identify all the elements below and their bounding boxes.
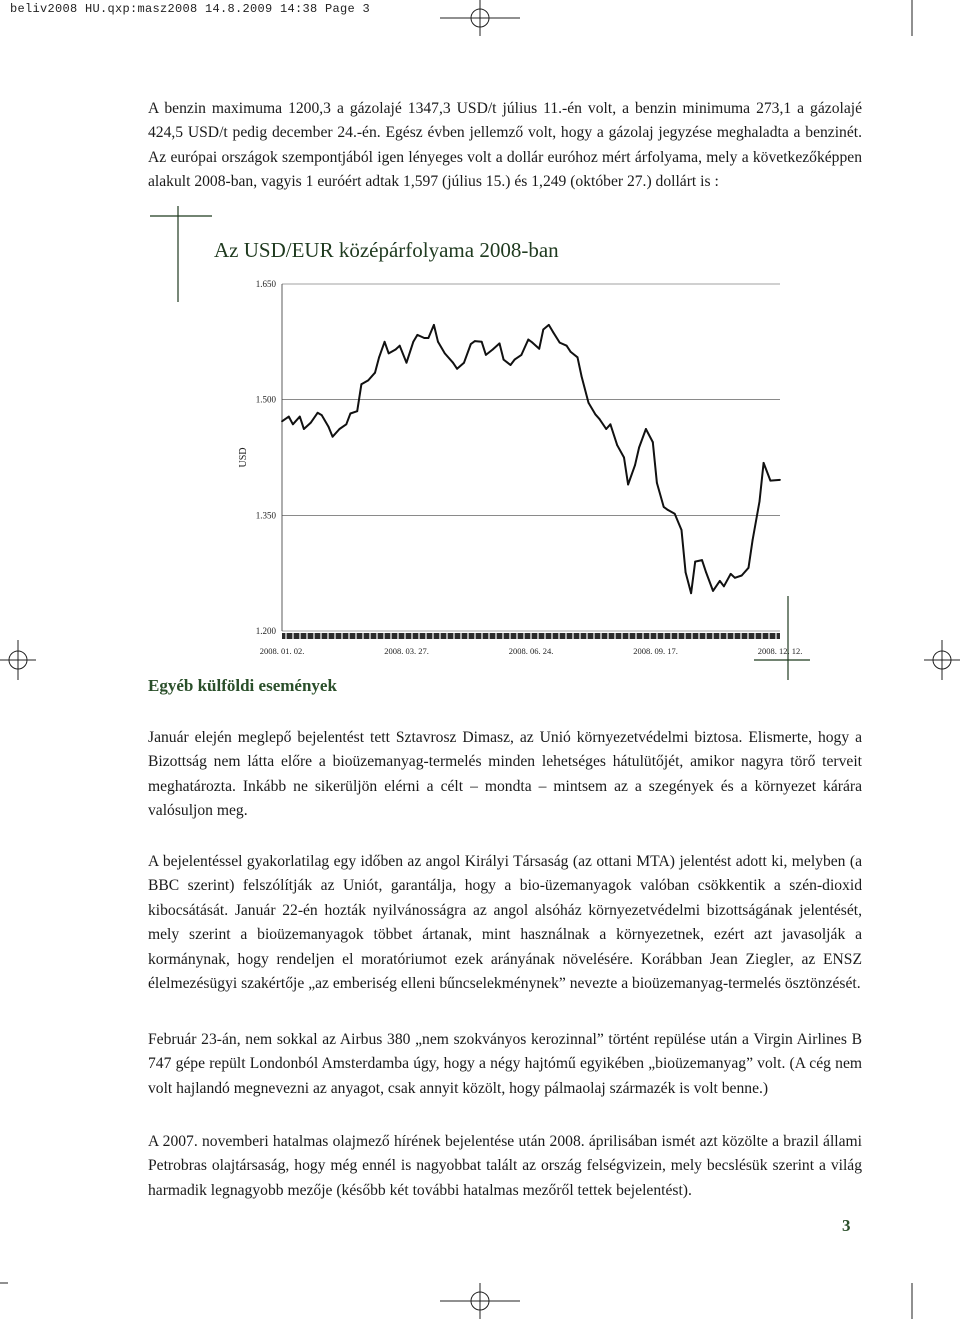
rate-point bbox=[503, 359, 505, 361]
rate-point bbox=[374, 372, 376, 374]
rate-point bbox=[433, 324, 435, 326]
paragraph-petrobras: A 2007. novemberi hatalmas olajmező hírének bejelentése után 2008. áprilisában ismét azt közölte a brazil állami Petrobras olajtársaság, hogy még ennél is nagyobbat talált az ország felségvizein, mely becslésük szerint a világ harmadik legnagyobb mezője (később két további hatalmas mezőről tettek bejelentést). bbox=[148, 1133, 862, 1199]
rate-point bbox=[444, 353, 446, 355]
usd-eur-rate-line bbox=[282, 325, 780, 593]
rate-point bbox=[712, 590, 714, 592]
rate-point bbox=[734, 577, 736, 579]
rate-point bbox=[388, 353, 390, 355]
rate-point bbox=[527, 339, 529, 341]
rate-point bbox=[752, 539, 754, 541]
rate-point bbox=[730, 573, 732, 575]
rate-point bbox=[463, 362, 465, 364]
rate-point bbox=[538, 348, 540, 350]
rate-point bbox=[581, 376, 583, 378]
rate-point bbox=[719, 580, 721, 582]
rate-point bbox=[674, 513, 676, 515]
rate-point bbox=[681, 529, 683, 531]
y-tick-label: 1.650 bbox=[255, 279, 276, 289]
rate-point bbox=[599, 418, 601, 420]
rate-point bbox=[499, 343, 501, 345]
y-tick-label: 1.500 bbox=[255, 394, 276, 405]
rate-point bbox=[701, 559, 703, 561]
rate-point bbox=[645, 428, 647, 430]
rate-point bbox=[667, 509, 669, 511]
rate-point bbox=[417, 334, 419, 336]
rate-point bbox=[395, 349, 397, 351]
x-tick-label: 2008. 12. 12. bbox=[757, 646, 803, 656]
rate-point bbox=[616, 444, 618, 446]
rate-point bbox=[481, 341, 483, 343]
rate-point bbox=[406, 362, 408, 364]
paragraph-royal-society: A bejelentéssel gyakorlatilag egy időben az angol Királyi Társaság (az ottani MTA) jelentést adott ki, melyben (a BBC szerint) felszólítják az Uniót, garantálja, hogy a bio-üzemanyagok valóban csökkentik a szén-dioxid kibocsátását. Január 22-én hozták nyilvánosságra az angol alsóház környezetvédelmi bizottságának jelentését, mely szerint a bioüzemanyagok többet ártanak, mint használnak a környezetnek, ezért azt javasolják a kormánynak, hogy rendeljen el moratóriumot ezek arányának növelésére. Korábban Jean Ziegler, az ENSZ élelmezésügyi szakértője „az emberiség elleni bűncselekménynek” nevezte a bioüzemanyag-termelés ösztönzését. bbox=[148, 853, 862, 993]
rate-point bbox=[339, 428, 341, 430]
page-number: 3 bbox=[842, 1216, 851, 1235]
rate-point bbox=[299, 416, 301, 418]
rate-point bbox=[474, 340, 476, 342]
rate-point bbox=[452, 362, 454, 364]
rate-point bbox=[694, 561, 696, 563]
rate-point bbox=[566, 345, 568, 347]
rate-point bbox=[663, 506, 665, 508]
chart-title: Az USD/EUR középárfolyama 2008-ban bbox=[214, 238, 559, 262]
rate-point bbox=[548, 324, 550, 326]
rate-point bbox=[303, 428, 305, 430]
rate-point bbox=[577, 356, 579, 358]
rate-point bbox=[748, 567, 750, 569]
x-tick-label: 2008. 09. 17. bbox=[633, 646, 678, 656]
rate-point bbox=[705, 572, 707, 574]
y-tick-label: 1.200 bbox=[255, 626, 276, 636]
rate-point bbox=[532, 342, 534, 344]
rate-point bbox=[514, 359, 516, 361]
rate-point bbox=[570, 351, 572, 353]
rate-point bbox=[437, 341, 439, 343]
rate-point bbox=[492, 349, 494, 351]
rate-point bbox=[542, 329, 544, 331]
rate-point bbox=[428, 337, 430, 339]
rate-point bbox=[552, 331, 554, 333]
rate-point bbox=[610, 423, 612, 425]
rate-point bbox=[559, 342, 561, 344]
x-tick-label: 2008. 06. 24. bbox=[508, 646, 554, 656]
rate-point bbox=[485, 354, 487, 356]
rate-point bbox=[594, 413, 596, 415]
rate-point bbox=[399, 345, 401, 347]
rate-point bbox=[328, 426, 330, 428]
rate-point bbox=[384, 341, 386, 343]
rate-point bbox=[345, 423, 347, 425]
rate-point bbox=[770, 480, 772, 482]
rate-point bbox=[588, 402, 590, 404]
rate-point bbox=[638, 447, 640, 449]
rate-point bbox=[627, 484, 629, 486]
rate-point bbox=[510, 364, 512, 366]
rate-point bbox=[685, 572, 687, 574]
rate-point bbox=[763, 462, 765, 464]
rate-point bbox=[690, 592, 692, 594]
rate-point bbox=[288, 416, 290, 418]
y-tick-label: 1.350 bbox=[255, 510, 276, 521]
rate-point bbox=[634, 464, 636, 466]
rate-point bbox=[367, 380, 369, 382]
rate-point bbox=[423, 337, 425, 339]
rate-point bbox=[310, 422, 312, 424]
rate-point bbox=[412, 341, 414, 343]
rate-point bbox=[623, 457, 625, 459]
rate-point bbox=[350, 413, 352, 415]
section-heading: Egyéb külföldi események bbox=[148, 676, 337, 695]
rate-point bbox=[723, 585, 725, 587]
rate-point bbox=[378, 356, 380, 358]
paragraph-virgin-airlines: Február 23-án, nem sokkal az Airbus 380 „nem szokványos kerozinnal” történt repülése után a Virgin Airlines B 747 gépe repült Londonból Amsterdamba úgy, hogy a négy hajtómű egyikében „bioüzemanyag” volt. (A cég nem volt hajlandó megnevezni az anyagot, csak annyit közölt, hogy pálmaolaj származék is volt benne.) bbox=[148, 1031, 862, 1097]
rate-point bbox=[759, 501, 761, 503]
print-slug-line: beliv2008 HU.qxp:masz2008 14.8.2009 14:38 Page 3 bbox=[10, 2, 371, 16]
rate-point bbox=[779, 479, 781, 481]
rate-point bbox=[521, 354, 523, 356]
rate-point bbox=[652, 441, 654, 443]
x-tick-label: 2008. 01. 02. bbox=[259, 646, 305, 656]
rate-point bbox=[741, 575, 743, 577]
rate-point bbox=[470, 343, 472, 345]
rate-point bbox=[605, 428, 607, 430]
rate-point bbox=[317, 412, 319, 414]
intro-paragraph: A benzin maximuma 1200,3 a gázolajé 1347,3 USD/t július 11.-én volt, a benzin minimuma 273,1 a gázolajé 424,5 USD/t pedig december 24.-én. Egész évben jellemző volt, hogy a gázolaj jegyzése meghaladta a benzinét. Az európai országok szempontjából igen lényeges volt a dollár euróhoz mért árfolyama, mely a következőképpen alakult 2008-ban, vagyis 1 euróért adtak 1,597 (július 15.) és 1,249 (október 27.) dollárt is : bbox=[148, 100, 862, 191]
rate-point bbox=[361, 383, 363, 385]
rate-point bbox=[356, 410, 358, 412]
rate-point bbox=[456, 368, 458, 370]
rate-point bbox=[656, 482, 658, 484]
rate-point bbox=[321, 414, 323, 416]
y-axis-label: USD bbox=[238, 447, 249, 468]
x-tick-label: 2008. 03. 27. bbox=[384, 646, 429, 656]
paragraph-eu-commissioner: Január elején meglepő bejelentést tett Sztavrosz Dimasz, az Unió környezetvédelmi biztosa. Elismerte, hogy a Bizottság nem látta előre a bioüzemanyag-termelés minden lehetséges hátulütőjét, amikor nagyra törő terveit meghatározta. Inkább ne sikerüljön elérni a célt – mondta – mintsem az a szegények és a környezet kárára valósuljon meg. bbox=[148, 729, 862, 820]
rate-point bbox=[281, 420, 283, 422]
rate-point bbox=[332, 436, 334, 438]
rate-point bbox=[292, 423, 294, 425]
